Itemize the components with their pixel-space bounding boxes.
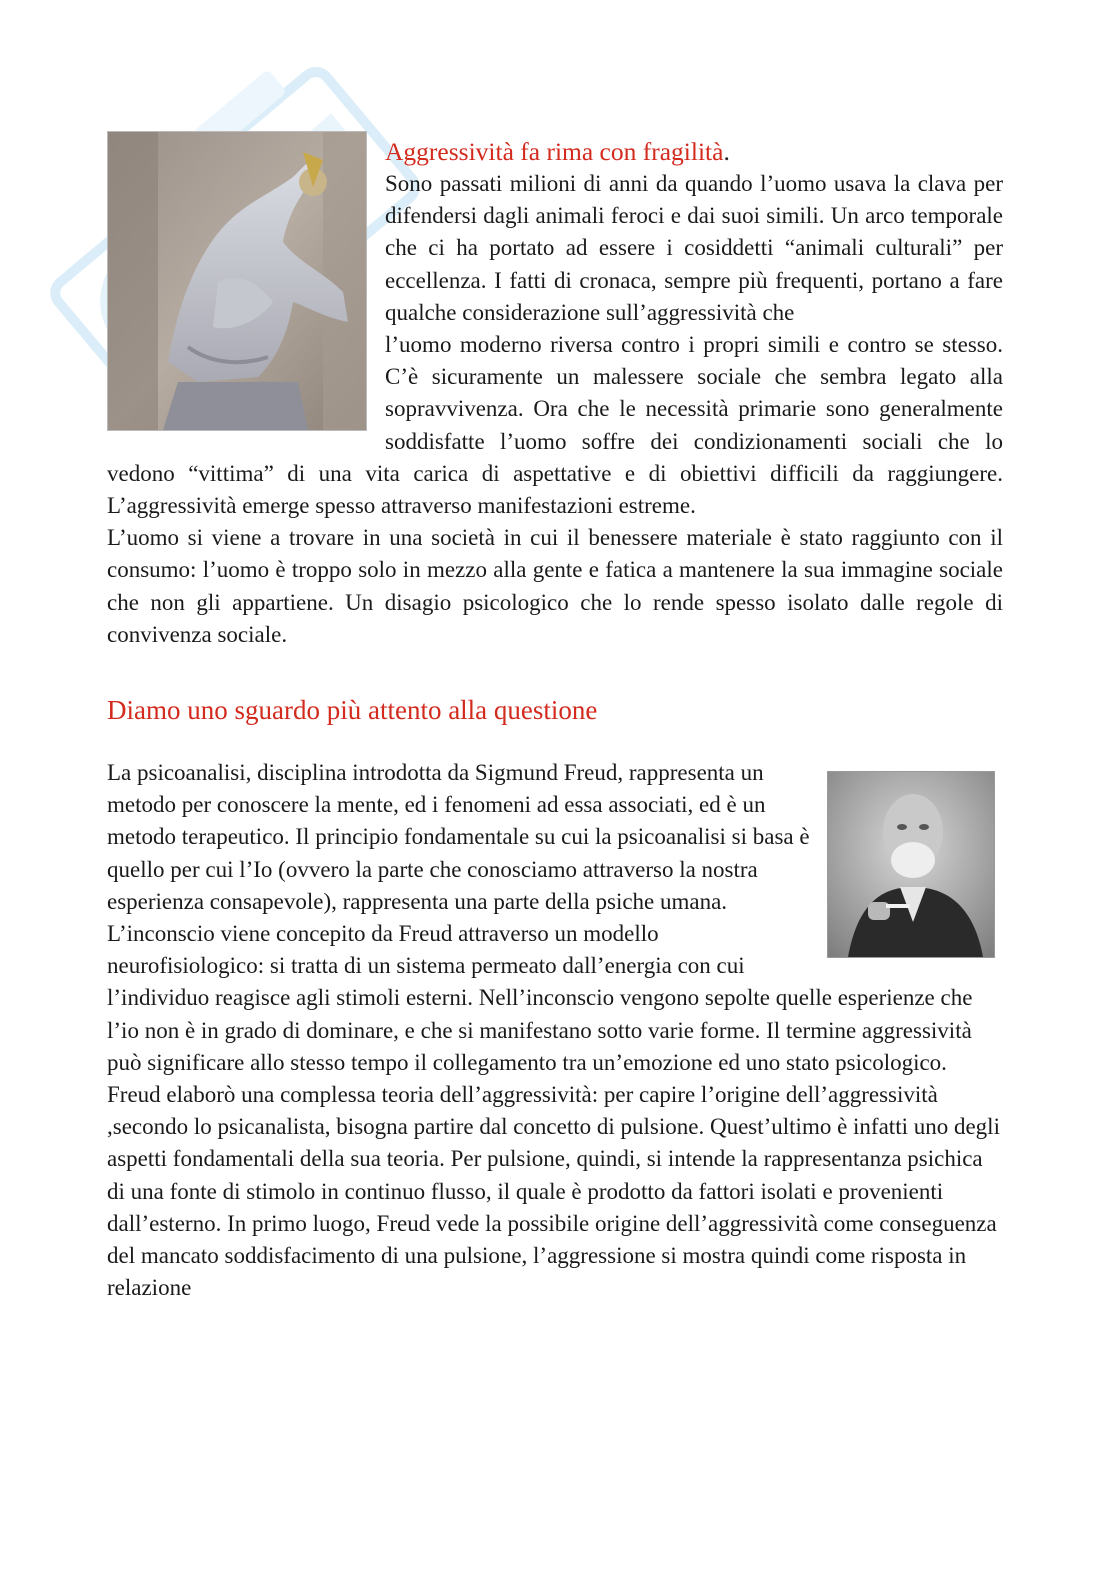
intro-paragraph-2: l’uomo moderno riversa contro i propri simili e contro se stesso. C’è sicuramente un malessere sociale che sembra legato alla sopravvivenza. Ora che le necessità primarie sono generalmente soddisfatte l’uomo soffre dei condizionamenti sociali che lo vedono “vittima” di una vita carica di aspettative e di obiettivi difficili da raggiungere. L’aggressività emerge spesso attraverso manifestazioni estreme. — [107, 332, 1003, 519]
document-page — [107, 131, 1003, 1305]
section-heading: Diamo uno sguardo più attento alla questione — [107, 695, 598, 726]
article-title: Aggressività fa rima con fragilità. — [385, 137, 730, 166]
freud-portrait-photo — [827, 771, 995, 958]
intro-paragraph-3: L’uomo si viene a trovare in una società in cui il benessere materiale è stato raggiunto con il consumo: l’uomo è troppo solo in mezzo alla gente e fatica a mantenere la sua immagine sociale che non gli appartiene. Un disagio psicologico che lo rende spesso isolato dalle regole di convivenza sociale. — [107, 525, 1003, 647]
section-paragraph: La psicoanalisi, disciplina introdotta da Sigmund Freud, rappresenta un metodo per conoscere la mente, ed i fenomeni ad essa associati, ed è un metodo terapeutico. Il principio fondamentale su cui la psicoanalisi si basa è quello per cui l’Io (ovvero la parte che conosciamo attraverso la nostra esperienza consapevole), rappresenta una parte della psiche umana. L’inconscio viene concepito da Freud attraverso un modello neurofisiologico: si tratta di un sistema permeato dall’energia con cui l’individuo reagisce agli stimoli esterni. Nell’inconscio vengono sepolte quelle esperienze che l’io non è in grado di dominare, e che si manifestano sotto varie forme. Il termine aggressività può significare allo stesso tempo il collegamento tra un’emozione ed uno stato psicologico. Freud elaborò una complessa teoria dell’aggressività: per capire l’origine dell’aggressività ,secondo lo psicanalista, bisogna partire dal concetto di pulsione. Quest’ultimo è infatti uno degli aspetti fondamentali della sua teoria. Per pulsione, quindi, si intende la rappresentanza psichica di una fonte di stimolo in continuo flusso, il quale è prodotto da fattori isolati e provenienti dall’esterno. In primo luogo, Freud vede la possibile origine dell’aggressività come conseguenza del mancato soddisfacimento di una pulsione, l’aggressione si mostra quindi come risposta in relazione — [107, 760, 1000, 1301]
statue-photo — [107, 131, 367, 431]
intro-paragraph-1: Sono passati milioni di anni da quando l’uomo usava la clava per difendersi dagli animali feroci e dai suoi simili. Un arco temporale che ci ha portato ad essere i cosiddetti “animali culturali” per eccellenza. I fatti di cronaca, sempre più frequenti, portano a fare qualche considerazione sull’aggressività che — [385, 171, 1003, 325]
